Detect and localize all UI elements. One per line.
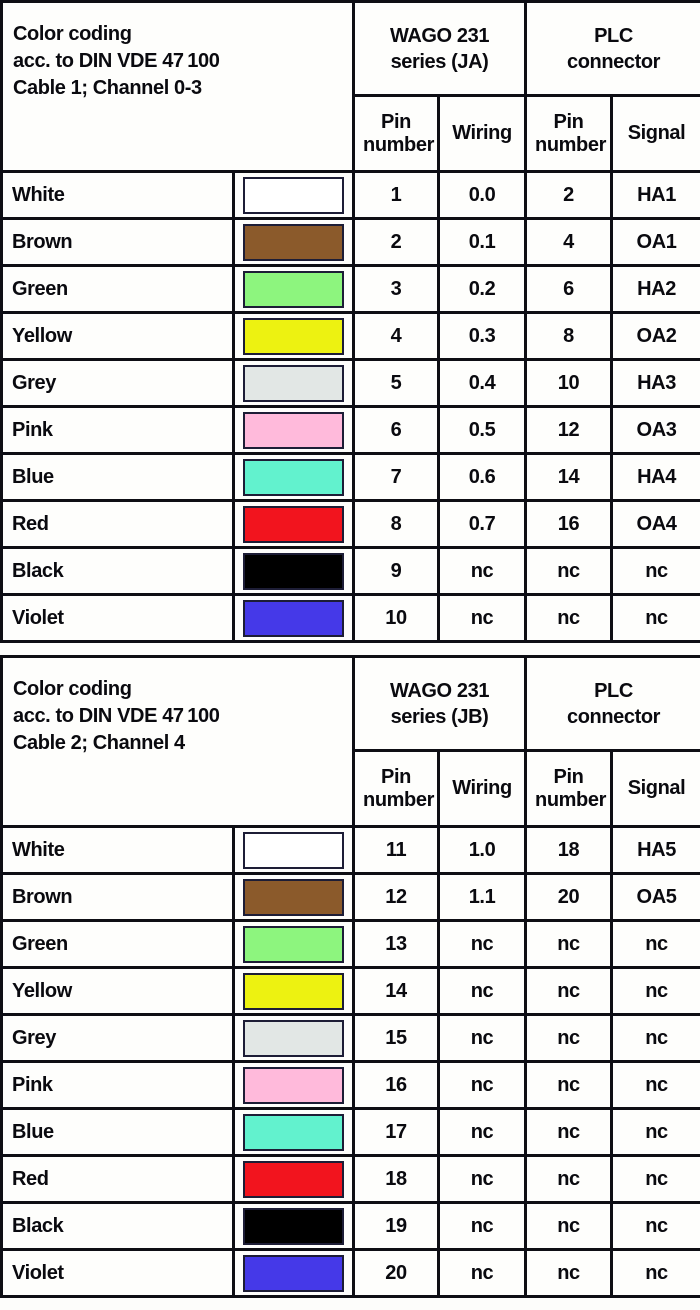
color-swatch [243, 973, 344, 1010]
plc-pin-number-value: 20 [526, 874, 612, 921]
table-body [2, 172, 700, 642]
color-swatch [243, 412, 344, 449]
color-swatch [243, 506, 344, 543]
color-swatch [243, 832, 344, 869]
plc-pin-number-value: 16 [526, 501, 612, 548]
color-name-label: Grey [2, 1015, 234, 1062]
color-name-label: Violet [2, 1250, 234, 1297]
table-header [2, 2, 700, 172]
table-row [2, 454, 700, 501]
title-line: acc. to DIN VDE 47 100 [13, 704, 220, 727]
wiring-value: nc [439, 1062, 526, 1109]
table-row [2, 1250, 700, 1297]
color-coding-table-cable1 [0, 0, 700, 643]
signal-value: OA5 [612, 874, 700, 921]
wago-header-line: WAGO 231 [389, 24, 490, 47]
plc-pin-number-value: nc [526, 1203, 612, 1250]
column-header-pin-number-wago: Pin number [354, 751, 439, 827]
plc-group-header [526, 2, 700, 96]
signal-value: HA2 [612, 266, 700, 313]
swatch-cell [234, 172, 354, 219]
table-row [2, 1109, 700, 1156]
wago-pin-number-value: 7 [354, 454, 439, 501]
plc-pin-number-value: 6 [526, 266, 612, 313]
plc-pin-number-value: 8 [526, 313, 612, 360]
swatch-cell [234, 1203, 354, 1250]
wago-header-line: series (JA) [390, 50, 489, 73]
color-name-label: Black [2, 548, 234, 595]
plc-pin-number-value: 12 [526, 407, 612, 454]
color-name-label: Brown [2, 874, 234, 921]
group-header-row [2, 2, 700, 96]
wago-pin-number-value: 9 [354, 548, 439, 595]
wago-pin-number-value: 12 [354, 874, 439, 921]
color-name-label: Blue [2, 1109, 234, 1156]
wago-pin-number-value: 11 [354, 827, 439, 874]
wago-pin-number-value: 4 [354, 313, 439, 360]
color-swatch [243, 1020, 344, 1057]
swatch-cell [234, 968, 354, 1015]
plc-pin-number-value: 14 [526, 454, 612, 501]
wago-pin-number-value: 15 [354, 1015, 439, 1062]
column-header-signal: Signal [612, 96, 700, 172]
color-name-label: Yellow [2, 313, 234, 360]
plc-pin-number-value: nc [526, 1109, 612, 1156]
column-header-pin-number-wago: Pin number [354, 96, 439, 172]
color-swatch [243, 1114, 344, 1151]
table-separator [0, 643, 700, 655]
table-row [2, 827, 700, 874]
table-row [2, 407, 700, 454]
table-row [2, 548, 700, 595]
plc-pin-number-value: nc [526, 1250, 612, 1297]
color-name-label: Yellow [2, 968, 234, 1015]
wiring-value: nc [439, 1109, 526, 1156]
signal-value: nc [612, 1062, 700, 1109]
color-swatch [243, 879, 344, 916]
swatch-cell [234, 874, 354, 921]
wago-pin-number-value: 10 [354, 595, 439, 642]
color-swatch [243, 926, 344, 963]
wago-pin-number-value: 2 [354, 219, 439, 266]
color-swatch [243, 1067, 344, 1104]
wiring-value: nc [439, 1015, 526, 1062]
signal-value: OA2 [612, 313, 700, 360]
table-row [2, 1062, 700, 1109]
wago-pin-number-value: 6 [354, 407, 439, 454]
signal-value: nc [612, 968, 700, 1015]
table-row [2, 501, 700, 548]
wago-group-header [354, 657, 526, 751]
color-name-label: Brown [2, 219, 234, 266]
plc-pin-number-value: nc [526, 1156, 612, 1203]
plc-header-line: connector [566, 705, 661, 728]
table-row [2, 1156, 700, 1203]
plc-header-line: PLC [594, 679, 633, 702]
swatch-cell [234, 1109, 354, 1156]
plc-group-header [526, 657, 700, 751]
color-swatch [243, 365, 344, 402]
table-row [2, 266, 700, 313]
group-header-row [2, 657, 700, 751]
swatch-cell [234, 407, 354, 454]
plc-pin-number-value: nc [526, 595, 612, 642]
wiring-value: nc [439, 968, 526, 1015]
plc-pin-number-value: 10 [526, 360, 612, 407]
signal-value: nc [612, 1250, 700, 1297]
table-header [2, 657, 700, 827]
wago-pin-number-value: 20 [354, 1250, 439, 1297]
column-header-wiring: Wiring [439, 96, 526, 172]
wiring-value: nc [439, 548, 526, 595]
wiring-value: 0.5 [439, 407, 526, 454]
color-swatch [243, 553, 344, 590]
wiring-value: nc [439, 921, 526, 968]
wago-group-header [354, 2, 526, 96]
title-line: Color coding [13, 23, 132, 45]
swatch-cell [234, 501, 354, 548]
wago-pin-number-value: 17 [354, 1109, 439, 1156]
swatch-cell [234, 1156, 354, 1203]
swatch-cell [234, 266, 354, 313]
swatch-cell [234, 921, 354, 968]
title-line: Cable 1; Channel 0-3 [13, 76, 202, 99]
table-row [2, 219, 700, 266]
color-swatch [243, 1208, 344, 1245]
color-name-label: Pink [2, 407, 234, 454]
column-header-pin-number-plc: Pin number [526, 751, 612, 827]
table-row [2, 921, 700, 968]
table-title-cell [2, 2, 354, 172]
column-header-pin-number-plc: Pin number [526, 96, 612, 172]
signal-value: nc [612, 1109, 700, 1156]
swatch-cell [234, 360, 354, 407]
color-swatch [243, 1161, 344, 1198]
color-name-label: Pink [2, 1062, 234, 1109]
swatch-cell [234, 595, 354, 642]
color-coding-table-cable2 [0, 655, 700, 1298]
plc-pin-number-value: nc [526, 548, 612, 595]
color-swatch [243, 600, 344, 637]
wago-pin-number-value: 13 [354, 921, 439, 968]
title-line: Color coding [13, 678, 132, 700]
swatch-cell [234, 219, 354, 266]
color-swatch [243, 1255, 344, 1292]
color-name-label: Red [2, 501, 234, 548]
title-line: acc. to DIN VDE 47 100 [13, 49, 220, 72]
swatch-cell [234, 454, 354, 501]
wago-pin-number-value: 18 [354, 1156, 439, 1203]
table-row [2, 1015, 700, 1062]
plc-pin-number-value: 18 [526, 827, 612, 874]
signal-value: OA1 [612, 219, 700, 266]
table-row [2, 360, 700, 407]
signal-value: nc [612, 1203, 700, 1250]
signal-value: HA1 [612, 172, 700, 219]
wago-pin-number-value: 14 [354, 968, 439, 1015]
color-swatch [243, 224, 344, 261]
wago-pin-number-value: 8 [354, 501, 439, 548]
wago-pin-number-value: 1 [354, 172, 439, 219]
wago-pin-number-value: 19 [354, 1203, 439, 1250]
column-header-wiring: Wiring [439, 751, 526, 827]
title-line: Cable 2; Channel 4 [13, 731, 185, 754]
signal-value: nc [612, 1156, 700, 1203]
color-name-label: Green [2, 266, 234, 313]
wiring-value: 0.4 [439, 360, 526, 407]
wago-pin-number-value: 16 [354, 1062, 439, 1109]
signal-value: nc [612, 548, 700, 595]
signal-value: OA3 [612, 407, 700, 454]
wiring-value: nc [439, 1156, 526, 1203]
plc-pin-number-value: nc [526, 968, 612, 1015]
signal-value: OA4 [612, 501, 700, 548]
table-row [2, 1203, 700, 1250]
signal-value: HA3 [612, 360, 700, 407]
plc-pin-number-value: nc [526, 1062, 612, 1109]
wago-header-line: WAGO 231 [389, 679, 490, 702]
plc-pin-number-value: 4 [526, 219, 612, 266]
color-name-label: White [2, 827, 234, 874]
table-row [2, 968, 700, 1015]
color-name-label: Green [2, 921, 234, 968]
wiring-value: 0.7 [439, 501, 526, 548]
table-row [2, 172, 700, 219]
signal-value: nc [612, 595, 700, 642]
color-name-label: Black [2, 1203, 234, 1250]
color-swatch [243, 271, 344, 308]
signal-value: HA5 [612, 827, 700, 874]
signal-value: nc [612, 1015, 700, 1062]
wiring-value: nc [439, 1250, 526, 1297]
swatch-cell [234, 1250, 354, 1297]
table-body [2, 827, 700, 1297]
wiring-value: 0.3 [439, 313, 526, 360]
color-swatch [243, 177, 344, 214]
color-name-label: White [2, 172, 234, 219]
wiring-value: 0.0 [439, 172, 526, 219]
color-swatch [243, 318, 344, 355]
swatch-cell [234, 827, 354, 874]
swatch-cell [234, 1062, 354, 1109]
wago-pin-number-value: 5 [354, 360, 439, 407]
wiring-value: 1.1 [439, 874, 526, 921]
color-name-label: Blue [2, 454, 234, 501]
wiring-value: 0.1 [439, 219, 526, 266]
table-title-cell [2, 657, 354, 827]
wiring-value: nc [439, 595, 526, 642]
wiring-value: 0.6 [439, 454, 526, 501]
plc-header-line: connector [566, 50, 661, 73]
wago-header-line: series (JB) [390, 705, 489, 728]
plc-pin-number-value: nc [526, 1015, 612, 1062]
color-name-label: Red [2, 1156, 234, 1203]
column-header-signal: Signal [612, 751, 700, 827]
plc-pin-number-value: nc [526, 921, 612, 968]
wiring-value: nc [439, 1203, 526, 1250]
swatch-cell [234, 313, 354, 360]
wiring-value: 1.0 [439, 827, 526, 874]
signal-value: HA4 [612, 454, 700, 501]
color-swatch [243, 459, 344, 496]
table-row [2, 595, 700, 642]
plc-pin-number-value: 2 [526, 172, 612, 219]
wiring-value: 0.2 [439, 266, 526, 313]
swatch-cell [234, 1015, 354, 1062]
signal-value: nc [612, 921, 700, 968]
table-row [2, 874, 700, 921]
table-row [2, 313, 700, 360]
swatch-cell [234, 548, 354, 595]
color-name-label: Violet [2, 595, 234, 642]
wago-pin-number-value: 3 [354, 266, 439, 313]
color-name-label: Grey [2, 360, 234, 407]
plc-header-line: PLC [594, 24, 633, 47]
